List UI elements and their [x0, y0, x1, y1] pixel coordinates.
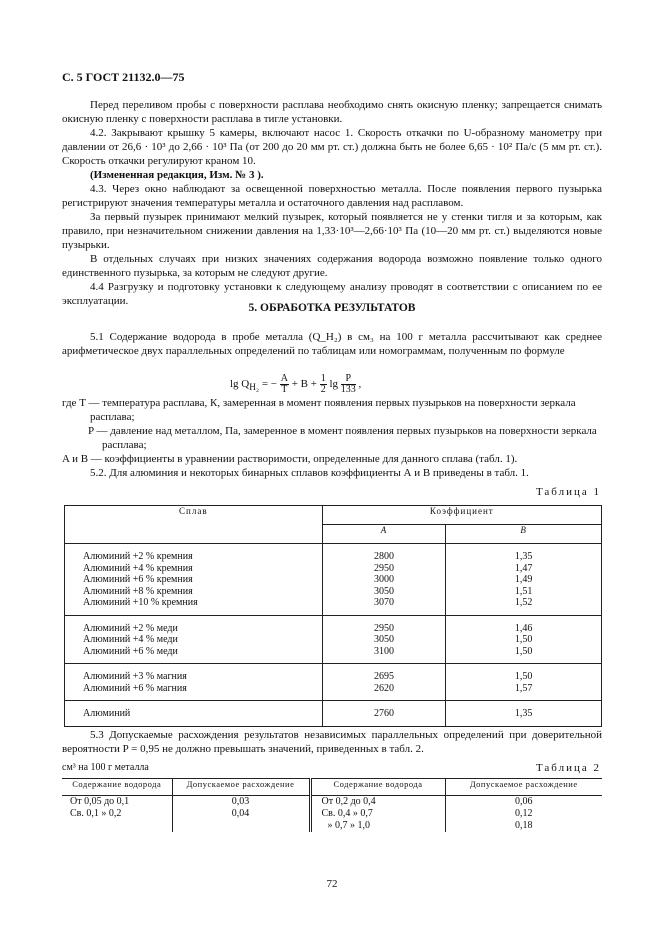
fraction-num: 1: [320, 373, 326, 384]
coef-a: 2760: [373, 708, 394, 719]
table-1: [64, 505, 602, 727]
col-header-content: Содержание водорода: [62, 779, 172, 796]
coef-a: 3050: [373, 585, 394, 597]
fraction-den: T: [281, 384, 288, 395]
paragraph-5-1: 5.1 Содержание водорода в пробе металла (Q_H₂) в см₃ на 100 г металла рассчитывают как среднее арифметическое двух параллельных определений по таблицам или номограммам, полученным по формуле: [62, 331, 602, 357]
fraction-num: A: [280, 373, 288, 384]
fraction-half: [320, 374, 327, 395]
table-row: [65, 615, 602, 664]
coef-a: 2620: [373, 682, 394, 694]
coef-a: 3070: [373, 597, 394, 608]
table-row: [65, 544, 602, 616]
coef-b: 1,47: [514, 562, 533, 574]
coef-b: 1,50: [514, 645, 533, 657]
deviation-value: 0,04: [231, 808, 250, 819]
alloy: Алюминий +6 % магния: [83, 682, 187, 694]
deviation-value: 0,12: [515, 808, 533, 819]
formula-comma: ,: [358, 378, 362, 391]
coef-a: 2950: [373, 622, 394, 634]
paragraph-5-2: 5.2. Для алюминия и некоторых бинарных сплавов коэффициенты А и В приведены в табл. 1.: [90, 467, 529, 479]
coef-a: 3100: [373, 645, 394, 657]
table2-caption: Таблица 2: [535, 762, 601, 774]
coef-b: 1,35: [514, 551, 533, 562]
coef-b: 1,49: [514, 574, 533, 585]
paragraph: В отдельных случаях при низких значениях содержания водорода возможно появление только одного единственного пузырька, за которым не следуют другие.: [62, 253, 602, 279]
alloy: Алюминий +4 % меди: [83, 634, 178, 645]
coef-b: 1,51: [514, 585, 533, 597]
coef-b: 1,50: [514, 634, 533, 645]
col-header-alloy: Сплав: [65, 506, 323, 544]
alloy: Алюминий +3 % магния: [83, 671, 187, 682]
definitions: [62, 396, 602, 480]
page-number: 72: [326, 878, 338, 890]
formula-eq: = −: [259, 378, 280, 391]
paragraph: 4.3. Через окно наблюдают за освещенной поверхностью металла. После появления первого пузырька регистрируют значения температуры металла и остаточного давления над расплавом.: [62, 183, 602, 209]
coef-a: 2695: [373, 671, 394, 682]
col-header-content: Содержание водорода: [310, 779, 445, 796]
coef-a: 2800: [373, 551, 394, 562]
content-range: Св. 0,1 » 0,2: [70, 808, 122, 819]
alloy: Алюминий +10 % кремния: [83, 597, 198, 608]
col-header-b: B: [446, 525, 602, 544]
coef-a: 2950: [373, 562, 394, 574]
formula-lhs: lg Q: [230, 378, 250, 391]
coef-b: 1,52: [514, 597, 533, 608]
alloy: Алюминий: [83, 708, 131, 719]
coef-b: 1,35: [514, 708, 533, 719]
formula-plus-b: + B +: [291, 378, 320, 391]
content-range: От 0,2 до 0,4: [321, 796, 376, 807]
alloy: Алюминий +2 % меди: [83, 622, 178, 634]
content-range: » 0,7 » 1,0: [327, 820, 370, 831]
definition-ab: A и B — коэффициенты в уравнении растворимости, определенные для данного сплава (табл. 1).: [62, 453, 518, 465]
formula-lg: lg: [329, 378, 341, 391]
coef-a: 3000: [373, 574, 394, 585]
fraction-a-t: [280, 374, 289, 395]
col-header-deviation: Допускаемое расхождение: [445, 779, 602, 796]
definition-p: P — давление над металлом, Па, замеренное в момент появления первых пузырьков на поверхности зеркала расплава;: [88, 425, 597, 451]
coef-b: 1,50: [514, 671, 533, 682]
deviation-value: 0,03: [231, 796, 250, 807]
alloy: Алюминий +2 % кремния: [83, 551, 193, 562]
table-row: [65, 701, 602, 727]
paragraph: 4.2. Закрывают крышку 5 камеры, включают насос 1. Скорость откачки по U-образному манометру при давлении от 26,6 · 10³ до 2,66 · 10³ Па (от 200 до 20 мм рт. ст.) должна быть не более 6,65 · 10² Па/с (5 мм рт. ст.). Скорость откачки регулируют краном 10.: [62, 127, 602, 167]
table-row: [62, 796, 602, 833]
col-header-coef: Коэффициент: [322, 506, 601, 525]
coef-a: 3050: [373, 634, 394, 645]
table2-units: см³ на 100 г металла: [62, 762, 149, 773]
fraction-p-133: [341, 374, 356, 395]
deviation-value: 0,18: [515, 820, 533, 831]
section-title: 5. ОБРАБОТКА РЕЗУЛЬТАТОВ: [248, 302, 416, 314]
paragraph: 4.4 Разгрузку и подготовку установки к следующему анализу проводят в соответствии с описанием по ее эксплуатации.: [62, 281, 602, 307]
table1-caption: Таблица 1: [535, 486, 601, 498]
content-range: От 0,05 до 0,1: [70, 796, 130, 807]
paragraph-5-3: 5.3 Допускаемые расхождения результатов независимых параллельных определений при доверительной вероятности P = 0,95 не должно превышать значений, приведенных в табл. 2.: [62, 729, 602, 755]
table-2: [62, 778, 602, 832]
paragraph: За первый пузырек принимают мелкий пузырек, который появляется не у стенки тигля и за которым, как правило, при незначительном снижении давления на 1,33·10³—2,66·10³ Па (10—20 мм рт. ст.) выделяются новые пузырьки.: [62, 211, 602, 251]
fraction-num: P: [341, 374, 356, 385]
coef-b: 1,46: [514, 622, 533, 634]
page-header: С. 5 ГОСТ 21132.0—75: [62, 70, 185, 84]
content-range: Св. 0,4 » 0,7: [321, 808, 373, 819]
body-text-top: [62, 98, 602, 308]
alloy: Алюминий +6 % кремния: [83, 574, 193, 585]
definition-t: где T — температура расплава, К, замеренная в момент появления первых пузырьков на поверхности зеркала расплава;: [62, 397, 576, 423]
paragraph: Перед переливом пробы с поверхности расплава необходимо снять окисную пленку; запрещается снимать окисную пленку с поверхности расплава в тигле установки.: [62, 99, 602, 125]
formula: [230, 374, 361, 395]
coef-b: 1,57: [514, 682, 533, 694]
col-header-deviation: Допускаемое расхождение: [172, 779, 310, 796]
alloy: Алюминий +6 % меди: [83, 645, 178, 657]
deviation-value: 0,06: [515, 796, 533, 807]
revision-note: (Измененная редакция, Изм. № 3 ).: [90, 169, 264, 181]
fraction-den: 2: [320, 384, 326, 395]
formula-sub: H₂: [249, 382, 260, 393]
fraction-den: 133: [340, 384, 356, 395]
alloy: Алюминий +8 % кремния: [83, 585, 193, 597]
table-row: [65, 664, 602, 701]
col-header-a: A: [322, 525, 446, 544]
alloy: Алюминий +4 % кремния: [83, 562, 193, 574]
